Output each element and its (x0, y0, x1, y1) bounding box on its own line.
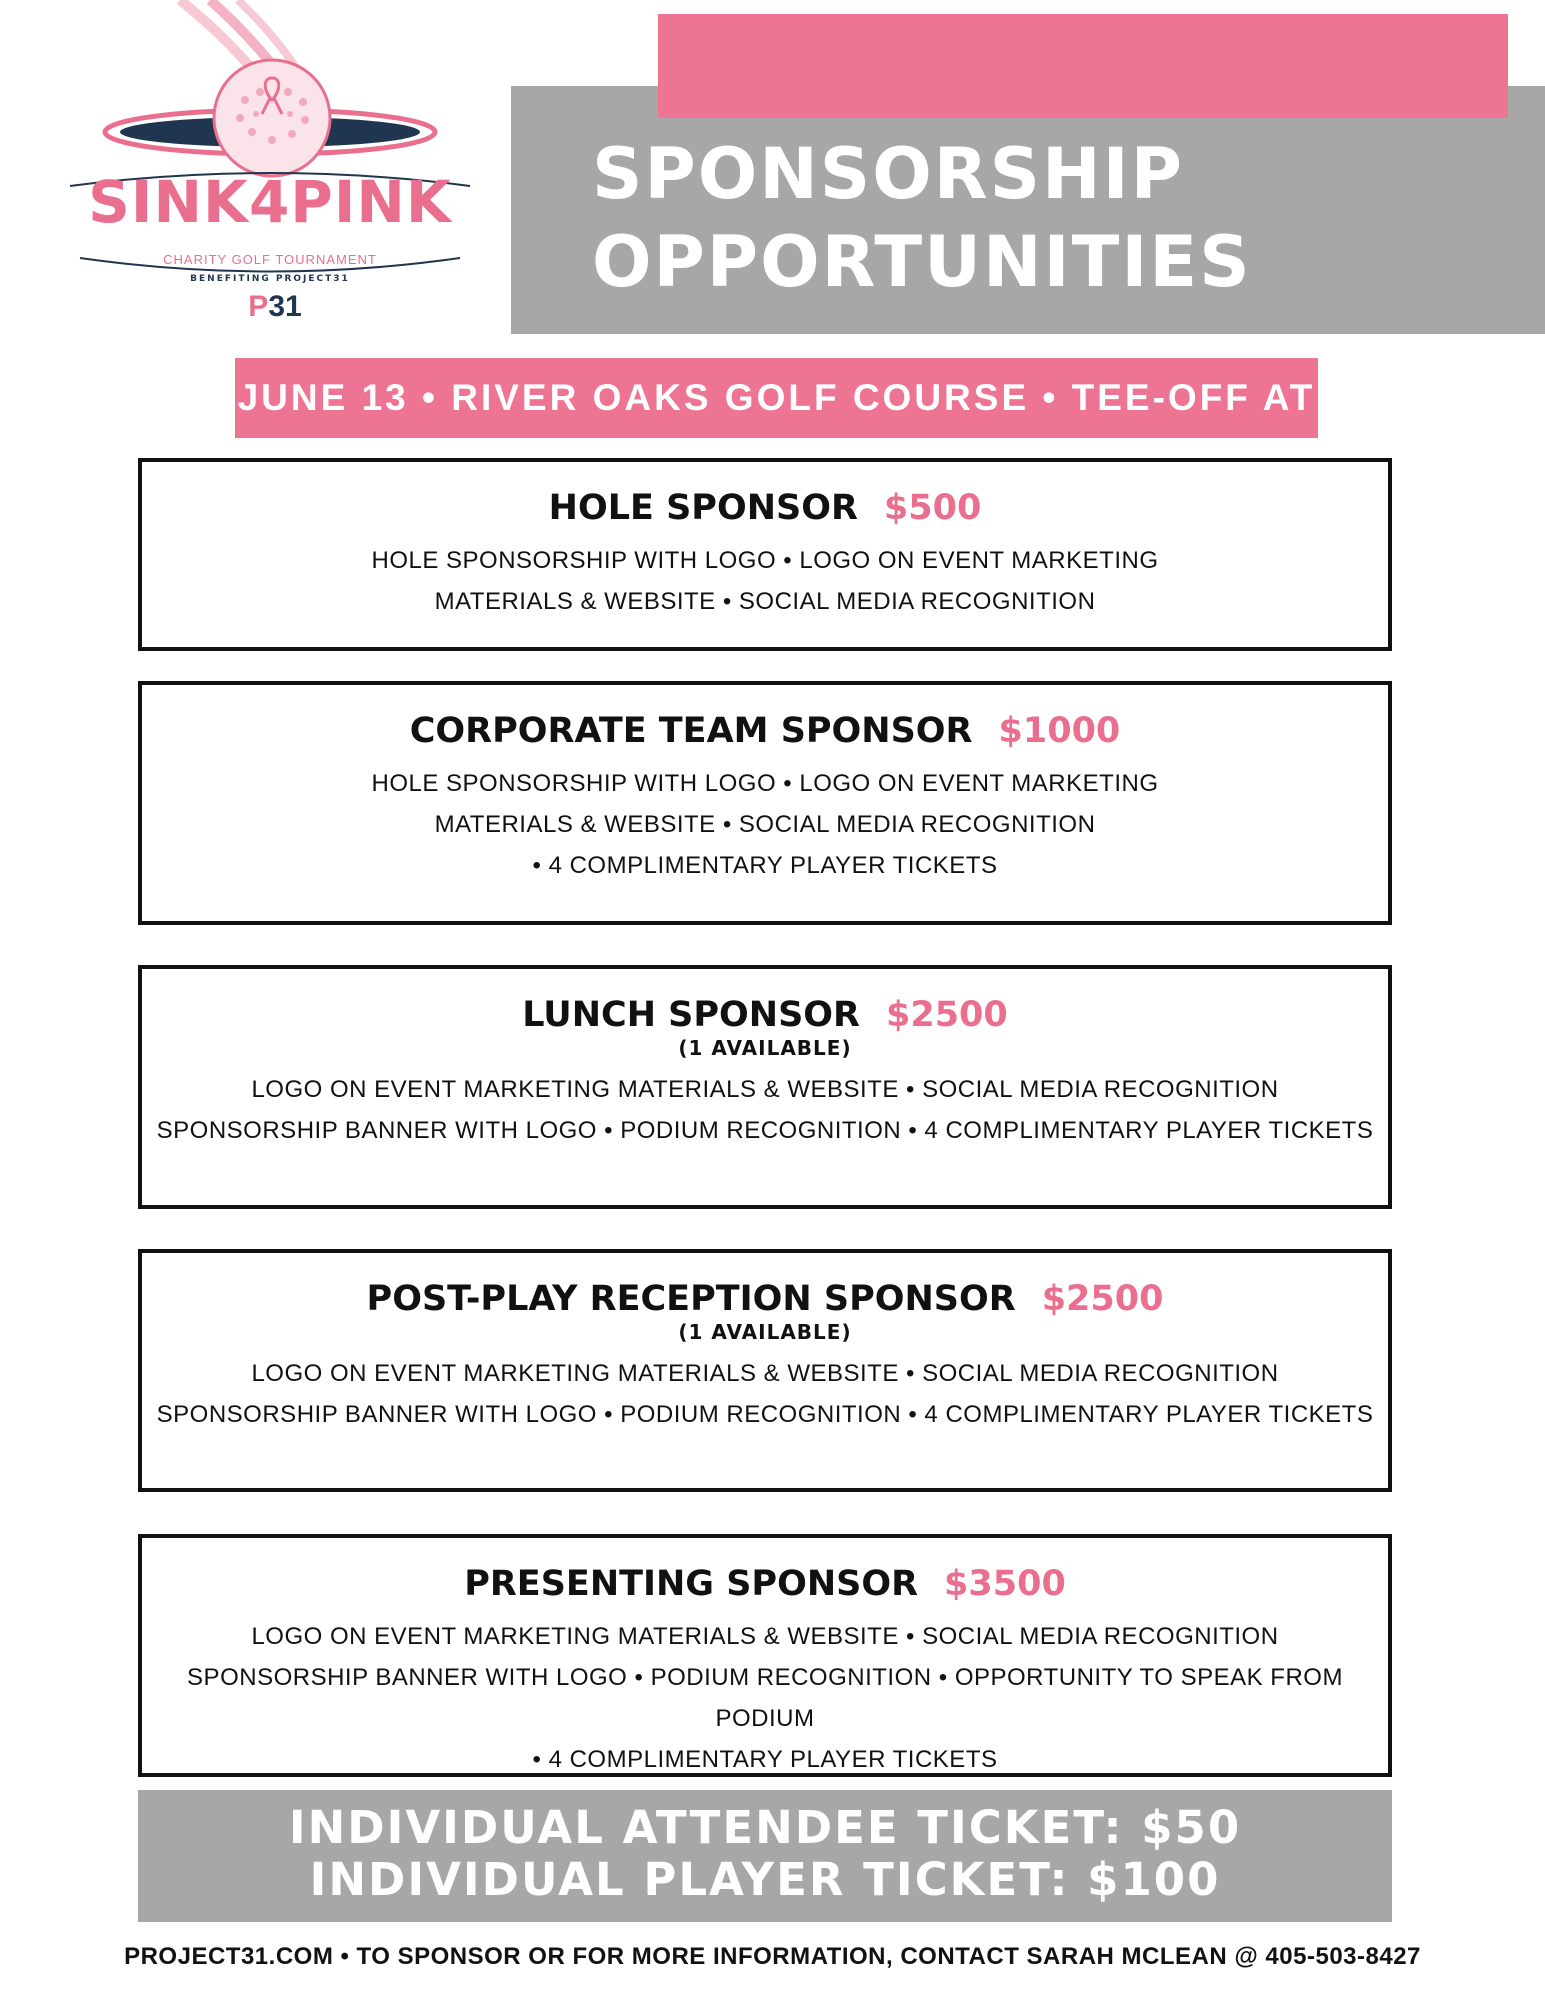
tier-price: $2500 (885, 995, 1008, 1035)
p31-logo-number: 31 (268, 290, 302, 323)
logo-brand-text: SINK4PINK (88, 168, 452, 236)
attendee-ticket-price: INDIVIDUAL ATTENDEE TICKET: $50 (288, 1801, 1242, 1854)
ticket-prices-bar (138, 1790, 1392, 1922)
title-line-1: SPONSORSHIP (592, 133, 1184, 215)
tier-availability: (1 AVAILABLE) (678, 1320, 852, 1344)
tier-benefit-line: • 4 COMPLIMENTARY PLAYER TICKETS (532, 1746, 998, 1773)
event-logo (60, 0, 480, 340)
page-title (592, 130, 1252, 306)
tier-lunch-sponsor (138, 965, 1392, 1209)
p31-logo-p: P (248, 290, 269, 323)
tier-benefit-line: HOLE SPONSORSHIP WITH LOGO • LOGO ON EVENT MARKETING (371, 770, 1159, 797)
tier-heading (142, 1562, 1388, 1606)
tier-heading (142, 993, 1388, 1037)
tier-name: POST-PLAY RECEPTION SPONSOR (366, 1279, 1016, 1319)
tier-heading (142, 1277, 1388, 1321)
tier-name: CORPORATE TEAM SPONSOR (409, 711, 973, 751)
tier-benefit-line: LOGO ON EVENT MARKETING MATERIALS & WEBSITE • SOCIAL MEDIA RECOGNITION (251, 1076, 1279, 1103)
tier-price: $2500 (1041, 1279, 1164, 1319)
tier-availability: (1 AVAILABLE) (678, 1036, 852, 1060)
tier-benefit-line: LOGO ON EVENT MARKETING MATERIALS & WEBSITE • SOCIAL MEDIA RECOGNITION (251, 1623, 1279, 1650)
logo-subtitle: CHARITY GOLF TOURNAMENT (163, 252, 377, 267)
tier-benefit-line: MATERIALS & WEBSITE • SOCIAL MEDIA RECOGNITION (434, 588, 1096, 615)
tier-name: HOLE SPONSOR (548, 488, 858, 528)
tier-benefit-line: LOGO ON EVENT MARKETING MATERIALS & WEBSITE • SOCIAL MEDIA RECOGNITION (251, 1360, 1279, 1387)
tier-benefit-line: HOLE SPONSORSHIP WITH LOGO • LOGO ON EVENT MARKETING (371, 547, 1159, 574)
tier-name: LUNCH SPONSOR (522, 995, 860, 1035)
tier-hole-sponsor (138, 458, 1392, 651)
tier-corporate-team-sponsor (138, 681, 1392, 925)
tier-heading (142, 486, 1388, 530)
event-info-bar: JUNE 13 • RIVER OAKS GOLF COURSE • TEE-OFF AT (235, 358, 1318, 438)
logo-benefiting: BENEFITING PROJECT31 (190, 274, 350, 284)
tier-name: PRESENTING SPONSOR (464, 1564, 919, 1604)
tier-benefit-line: SPONSORSHIP BANNER WITH LOGO • PODIUM RECOGNITION • OPPORTUNITY TO SPEAK FROM PODIUM (187, 1664, 1343, 1732)
player-ticket-price: INDIVIDUAL PLAYER TICKET: $100 (309, 1853, 1221, 1906)
tier-price: $500 (883, 488, 982, 528)
tier-price: $3500 (944, 1564, 1066, 1604)
tier-presenting-sponsor (138, 1534, 1392, 1777)
tier-benefit-line: SPONSORSHIP BANNER WITH LOGO • PODIUM RECOGNITION • 4 COMPLIMENTARY PLAYER TICKETS (156, 1401, 1374, 1428)
tier-benefit-line: • 4 COMPLIMENTARY PLAYER TICKETS (532, 852, 998, 879)
tier-price: $1000 (998, 711, 1121, 751)
tier-post-play-reception-sponsor (138, 1249, 1392, 1492)
contact-footer: PROJECT31.COM • TO SPONSOR OR FOR MORE INFORMATION, CONTACT SARAH MCLEAN @ 405-503-8427 (124, 1943, 1421, 1970)
p31-logo (235, 290, 315, 324)
tier-benefit-line: SPONSORSHIP BANNER WITH LOGO • PODIUM RECOGNITION • 4 COMPLIMENTARY PLAYER TICKETS (156, 1117, 1374, 1144)
header-pink-bar (658, 14, 1508, 118)
title-line-2: OPPORTUNITIES (592, 221, 1252, 303)
tier-heading (142, 709, 1388, 753)
tier-benefit-line: MATERIALS & WEBSITE • SOCIAL MEDIA RECOGNITION (434, 811, 1096, 838)
